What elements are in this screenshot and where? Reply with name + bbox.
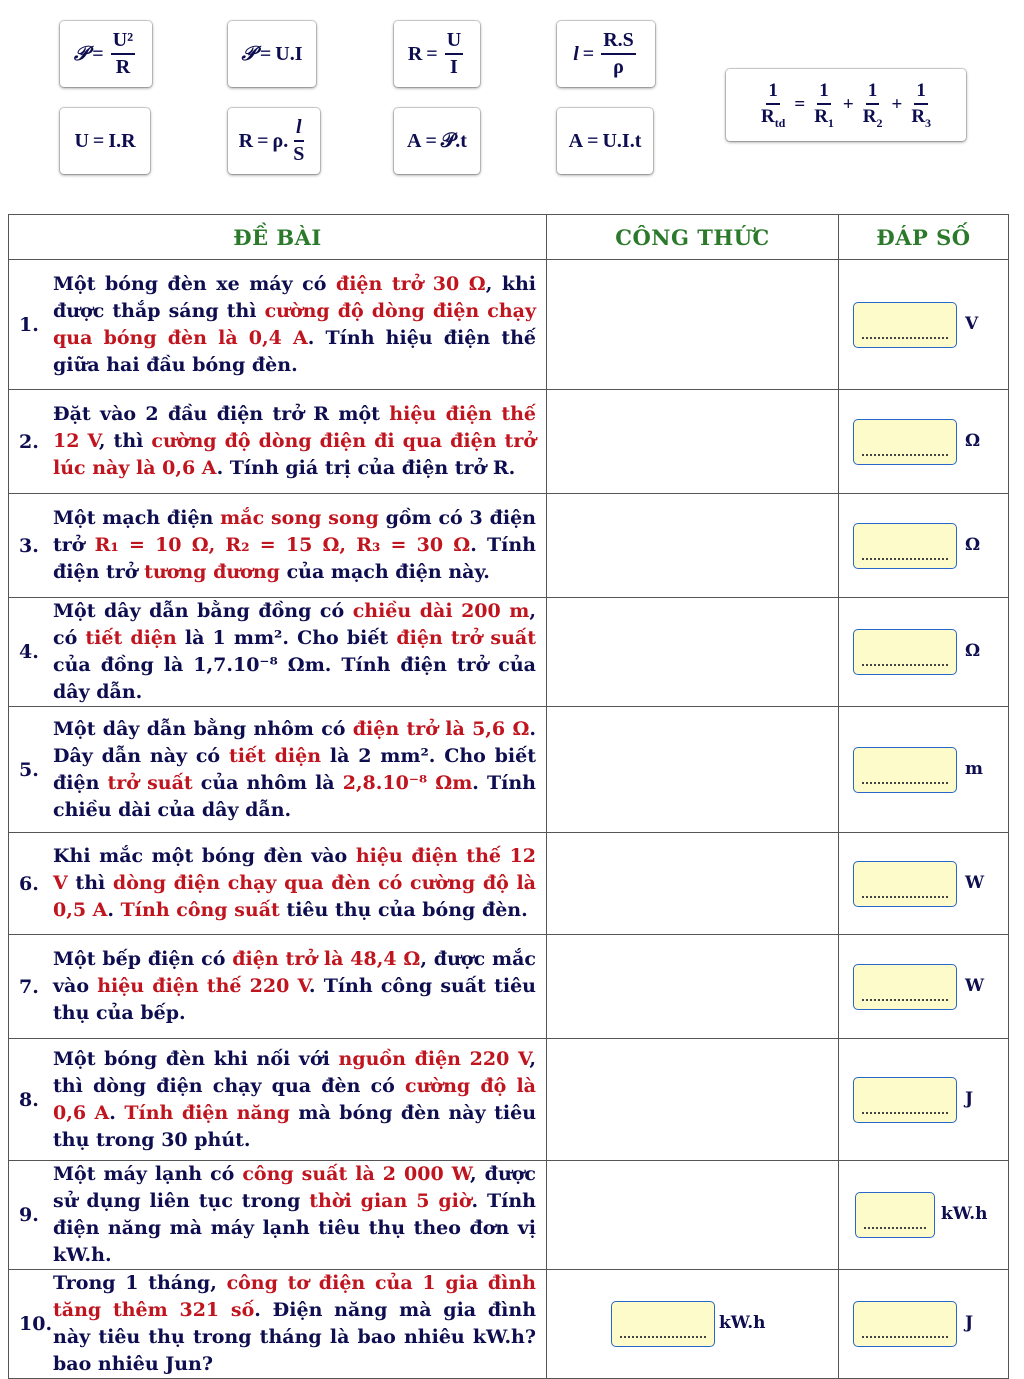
formula-parallel-resistance: $\frac{1}{R_{td}}$ = $\frac{1}{R_1}$ + $\frac{1}{R_2}$ + $\frac{1}{R_3}$ bbox=[726, 69, 966, 141]
answer-cell bbox=[839, 260, 1009, 390]
problem-text-part: . Tính điện năng mà máy lạnh tiêu thụ theo đơn vị kW.h. bbox=[53, 1190, 537, 1266]
formula-num: U² bbox=[111, 30, 135, 55]
formula-num: 1 bbox=[866, 81, 880, 105]
formula-den: ρ bbox=[613, 56, 624, 78]
formula-cell bbox=[547, 1270, 839, 1379]
formula-power-ui: 𝒫 = U.I bbox=[228, 21, 316, 87]
answer-unit: Ω bbox=[965, 534, 981, 555]
problem-number: 4. bbox=[19, 641, 39, 663]
problem-highlight: cường độ dòng điện đi qua điện trở lúc này là 0,6 A bbox=[53, 430, 537, 479]
formula-den: S bbox=[293, 143, 305, 165]
problem-highlight: hiệu điện thế 12 V bbox=[53, 845, 536, 894]
problem-text bbox=[53, 1270, 536, 1378]
answer-unit: Ω bbox=[965, 641, 981, 661]
problem-text bbox=[53, 505, 536, 586]
problem-highlight: hiệu điện thế 12 V bbox=[53, 403, 536, 452]
problem-text-part: của mạch điện này. bbox=[279, 561, 490, 583]
problem-highlight: Tính điện năng bbox=[124, 1101, 290, 1124]
table-row bbox=[9, 1270, 1009, 1379]
problem-text-part: Một bếp điện có bbox=[53, 948, 233, 970]
formula-sub: 2 bbox=[876, 115, 883, 130]
problem-text-part: tiêu thụ của bóng đèn. bbox=[279, 899, 528, 921]
problem-text bbox=[53, 598, 536, 706]
problem-highlight: dòng điện chạy qua đèn có cường độ là 0,5 A bbox=[53, 872, 536, 921]
formula-rhs: 𝒫.t bbox=[440, 129, 467, 152]
problem-text-part: . Tính hiệu điện thế giữa hai đầu bóng đèn. bbox=[53, 326, 537, 376]
problem-text-part: thì bbox=[67, 872, 113, 894]
formula-num: 1 bbox=[817, 81, 831, 105]
answer-input[interactable] bbox=[855, 1192, 935, 1238]
problem-highlight: Tính công suất bbox=[120, 899, 280, 921]
formula-lhs: R bbox=[238, 129, 254, 152]
problem-cell bbox=[9, 598, 547, 707]
problem-text-part: Một dây dẫn bằng đồng có bbox=[53, 600, 353, 622]
problem-text-part: . Tính giá trị của điện trở R. bbox=[216, 457, 516, 479]
problem-highlight: thời gian 5 giờ bbox=[309, 1190, 472, 1212]
problem-highlight: nguồn điện 220 V bbox=[338, 1047, 530, 1070]
table-row bbox=[9, 1161, 1009, 1270]
answer-unit: Ω bbox=[965, 430, 981, 451]
formula-num: 1 bbox=[766, 81, 780, 105]
problem-text-part: . Dây dẫn này có bbox=[53, 717, 536, 767]
problem-number: 1. bbox=[19, 313, 39, 336]
problem-highlight: mắc song song bbox=[220, 507, 379, 529]
answer-unit: kW.h bbox=[941, 1204, 988, 1224]
problem-cell bbox=[9, 833, 547, 935]
problem-text-part: . Điện năng mà gia đình này tiêu thụ trong tháng là bao nhiêu kW.h? bao nhiêu Jun? bbox=[53, 1299, 537, 1375]
problem-highlight: chiều dài 200 m bbox=[352, 600, 530, 622]
formula-rhs: U.I bbox=[275, 42, 303, 65]
formula-answer-input[interactable] bbox=[611, 1301, 715, 1347]
problem-text-part: là 1 mm². Cho biết bbox=[176, 627, 397, 649]
formula-den: R bbox=[911, 105, 926, 127]
answer-input[interactable] bbox=[853, 419, 957, 465]
answer-input[interactable] bbox=[853, 629, 957, 675]
problem-highlight: điện trở là 48,4 Ω bbox=[232, 948, 421, 970]
problem-highlight: công tơ điện của 1 gia đình tăng thêm 321 số bbox=[53, 1272, 536, 1321]
problem-number: 9. bbox=[19, 1204, 39, 1226]
table-row bbox=[9, 260, 1009, 390]
formula-lhs: A bbox=[568, 129, 584, 152]
answer-unit: V bbox=[965, 313, 979, 334]
problem-highlight: trở suất bbox=[107, 771, 193, 794]
formula-resistance-u-over-i: R = $\frac{U}{I}$ bbox=[394, 21, 480, 87]
header-answer: ĐÁP SỐ bbox=[839, 215, 1009, 260]
problem-text-part: của nhôm là bbox=[192, 771, 343, 794]
formula-sub: td bbox=[774, 115, 786, 130]
problem-number: 8. bbox=[19, 1088, 39, 1111]
problem-highlight: hiệu điện thế 220 V bbox=[97, 975, 309, 997]
problem-highlight: tương đương bbox=[144, 561, 280, 583]
problem-cell bbox=[9, 494, 547, 598]
formula-energy-uit: A = U.I.t bbox=[557, 108, 653, 174]
answer-cell bbox=[839, 598, 1009, 707]
formula-power-u2-over-r: 𝒫 = $\frac{\text{U²}}{R}$ bbox=[60, 21, 152, 87]
problem-text bbox=[53, 271, 536, 379]
problem-text-part: Một máy lạnh có bbox=[53, 1163, 243, 1185]
formula-resistivity: R = ρ. $\frac{l}{S}$ bbox=[228, 108, 320, 174]
formula-lhs: 𝒫 bbox=[73, 42, 89, 65]
problem-text-part: , khi được thắp sáng thì bbox=[53, 272, 537, 322]
formula-length: l = $\frac{R.S}{\rho}$ bbox=[557, 21, 655, 87]
answer-input[interactable] bbox=[853, 861, 957, 907]
formula-cell bbox=[547, 260, 839, 390]
formula-lhs: 𝒫 bbox=[241, 42, 256, 65]
table-row bbox=[9, 390, 1009, 494]
problem-text bbox=[53, 843, 536, 924]
problem-text-part: Một bóng đèn xe máy có bbox=[53, 272, 336, 295]
problem-text bbox=[53, 401, 536, 482]
formula-den: R bbox=[760, 105, 775, 127]
formula-cell bbox=[547, 390, 839, 494]
formula-den: R bbox=[814, 105, 828, 127]
answer-input[interactable] bbox=[853, 964, 957, 1010]
answer-unit: J bbox=[965, 1313, 974, 1333]
problem-text-part: Đặt vào 2 đầu điện trở R một bbox=[53, 403, 390, 425]
answer-cell bbox=[839, 1039, 1009, 1161]
problem-text-part: , thì bbox=[98, 430, 152, 452]
formula-cell bbox=[547, 494, 839, 598]
formula-sub: 3 bbox=[925, 115, 932, 130]
problem-cell bbox=[9, 1270, 547, 1379]
problem-cell bbox=[9, 1039, 547, 1161]
problem-text bbox=[53, 1046, 536, 1154]
problem-text-part: Một mạch điện bbox=[53, 507, 221, 529]
problem-number: 2. bbox=[19, 430, 39, 453]
problem-text-part: là 2 mm². Cho biết điện bbox=[53, 744, 536, 794]
formula-voltage-ir: U = I.R bbox=[60, 108, 150, 174]
problem-highlight: cường độ dòng điện chạy qua bóng đèn là 0,4 A bbox=[53, 299, 536, 349]
formula-rhs: U.I.t bbox=[602, 129, 642, 152]
formula-lhs: R bbox=[407, 42, 423, 65]
answer-cell bbox=[839, 935, 1009, 1039]
exercise-table bbox=[8, 214, 1009, 1379]
problem-text-part: . Tính điện trở bbox=[53, 534, 536, 583]
answer-cell bbox=[839, 707, 1009, 833]
formula-cell bbox=[547, 707, 839, 833]
answer-cell bbox=[839, 390, 1009, 494]
problem-cell bbox=[9, 1161, 547, 1270]
formula-cell bbox=[547, 935, 839, 1039]
problem-highlight: điện trở là 5,6 Ω bbox=[352, 717, 530, 740]
formula-energy-pt: A = 𝒫.t bbox=[394, 108, 480, 174]
table-row bbox=[9, 935, 1009, 1039]
problem-cell bbox=[9, 260, 547, 390]
problem-text-part: Một bóng đèn khi nối với bbox=[53, 1047, 339, 1070]
formula-lhs: U bbox=[74, 129, 89, 152]
problem-cell bbox=[9, 707, 547, 833]
problem-highlight: tiết diện bbox=[228, 744, 322, 767]
table-row bbox=[9, 707, 1009, 833]
problem-text-part: của đồng là 1,7.10⁻⁸ Ωm. Tính điện trở của dây dẫn. bbox=[53, 654, 536, 703]
formula-den: I bbox=[450, 56, 458, 78]
formula-num: l bbox=[294, 117, 304, 142]
problem-number: 7. bbox=[19, 975, 39, 998]
problem-text bbox=[53, 1161, 536, 1269]
problem-text-part: . Tính chiều dài của dây dẫn. bbox=[53, 771, 536, 821]
formula-den: R bbox=[115, 56, 131, 78]
problem-text-part: , được mắc vào bbox=[53, 948, 537, 997]
answer-cell bbox=[839, 1270, 1009, 1379]
problem-text-part: Khi mắc một bóng đèn vào bbox=[53, 845, 356, 867]
problem-text-part: . Tính công suất tiêu thụ của bếp. bbox=[53, 975, 536, 1024]
answer-input[interactable] bbox=[853, 1301, 957, 1347]
problem-text-part: gồm có 3 điện trở bbox=[53, 507, 536, 556]
problem-highlight: điện trở suất bbox=[396, 627, 537, 649]
problem-text bbox=[53, 716, 536, 824]
formula-cell bbox=[547, 1039, 839, 1161]
formula-cell bbox=[547, 598, 839, 707]
answer-input[interactable] bbox=[853, 747, 957, 793]
problem-highlight: công suất là 2 000 W bbox=[242, 1163, 471, 1185]
answer-unit: W bbox=[965, 975, 985, 996]
problem-number: 10. bbox=[19, 1313, 53, 1335]
formula-sub: 1 bbox=[827, 115, 834, 130]
answer-input[interactable] bbox=[853, 523, 957, 569]
problem-text-part: mà bóng đèn này tiêu thụ trong 30 phút. bbox=[53, 1101, 537, 1151]
problem-text-part: . bbox=[109, 1101, 125, 1124]
formula-num: R.S bbox=[601, 30, 636, 55]
problem-highlight: tiết diện bbox=[85, 627, 177, 649]
problem-text-part: , được sử dụng liên tục trong bbox=[53, 1163, 536, 1212]
formula-den: R bbox=[862, 105, 877, 127]
answer-unit: m bbox=[965, 758, 983, 779]
formula-num: 1 bbox=[914, 81, 928, 105]
problem-cell bbox=[9, 935, 547, 1039]
table-row bbox=[9, 598, 1009, 707]
header-problem: ĐỀ BÀI bbox=[9, 215, 547, 260]
problem-number: 3. bbox=[19, 534, 39, 557]
formula-lhs: l bbox=[573, 42, 579, 65]
problem-highlight: cường độ là 0,6 A bbox=[53, 1074, 536, 1124]
answer-input[interactable] bbox=[853, 1077, 957, 1123]
problem-text-part: , có bbox=[53, 600, 536, 649]
problem-number: 6. bbox=[19, 872, 39, 895]
problem-text-part: Trong 1 tháng, bbox=[53, 1272, 227, 1294]
problem-highlight: điện trở 30 Ω bbox=[335, 272, 486, 295]
answer-cell bbox=[839, 494, 1009, 598]
formula-rhs: I.R bbox=[108, 129, 136, 152]
table-row bbox=[9, 494, 1009, 598]
problem-number: 5. bbox=[19, 758, 39, 781]
formula-cell bbox=[547, 1161, 839, 1270]
problem-text-part: . bbox=[107, 899, 121, 921]
formula-answer-unit: kW.h bbox=[719, 1313, 766, 1333]
problem-text-part: Một dây dẫn bằng nhôm có bbox=[53, 717, 353, 740]
formula-mid: ρ. bbox=[272, 129, 289, 152]
answer-input[interactable] bbox=[853, 302, 957, 348]
answer-unit: J bbox=[965, 1088, 974, 1109]
answer-unit: W bbox=[965, 872, 985, 893]
answer-cell bbox=[839, 1161, 1009, 1270]
table-header-row bbox=[9, 215, 1009, 260]
answer-cell bbox=[839, 833, 1009, 935]
formula-num: U bbox=[445, 30, 463, 55]
problem-text bbox=[53, 946, 536, 1027]
problem-highlight: 2,8.10⁻⁸ Ωm bbox=[342, 771, 473, 794]
formula-cell bbox=[547, 833, 839, 935]
table-row bbox=[9, 1039, 1009, 1161]
problem-cell bbox=[9, 390, 547, 494]
problem-highlight: R₁ = 10 Ω, R₂ = 15 Ω, R₃ = 30 Ω bbox=[94, 534, 471, 556]
header-formula: CÔNG THỨC bbox=[547, 215, 839, 260]
formula-lhs: A bbox=[407, 129, 422, 152]
problem-text-part: , thì dòng điện chạy qua đèn có bbox=[53, 1047, 537, 1097]
table-row bbox=[9, 833, 1009, 935]
